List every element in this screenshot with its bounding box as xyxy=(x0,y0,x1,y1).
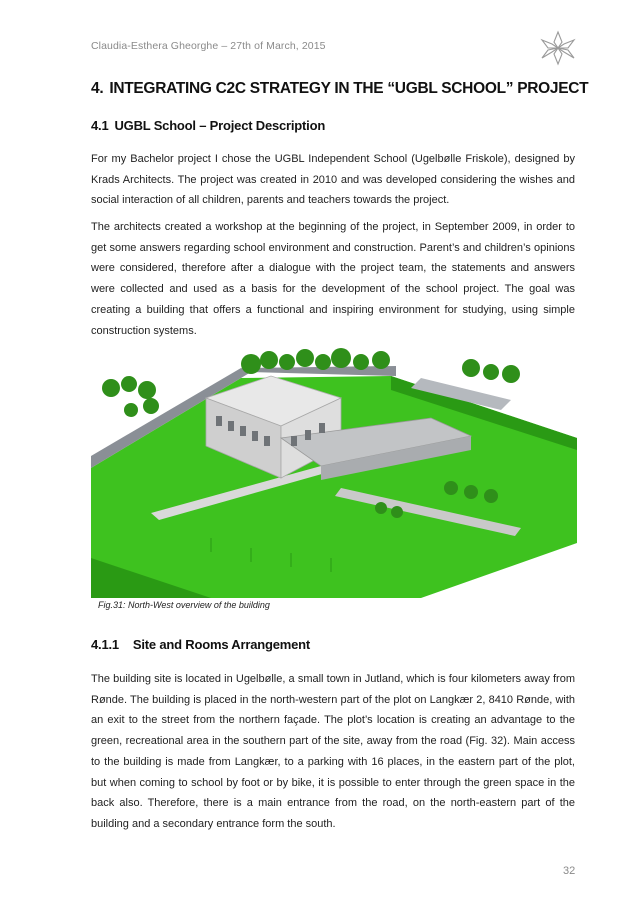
subsection-number: 4.1 xyxy=(91,118,109,133)
subsection-heading xyxy=(91,118,325,133)
paragraph-2: The architects created a workshop at the beginning of the project, in September 2009, in order to get some answers regarding school environment and construction. Parent’s and children’s opinions were considered, therefore after a dialogue with the project team, the statements and answers were collected and used as a basis for the development of the school project. The goal was creating a building that offers a functional and inspiring environment for studying, using simple construction systems. xyxy=(91,221,575,337)
paragraph-1: For my Bachelor project I chose the UGBL Independent School (Ugelbølle Friskole), designed by Krads Architects. The project was created in 2010 and was developed considering the wishes and social interaction of all children, parents and teachers towards the project. xyxy=(91,153,575,207)
subsection-title: UGBL School – Project Description xyxy=(114,118,326,133)
subsubsection-heading xyxy=(91,637,310,652)
building-rendering-figure xyxy=(91,338,577,598)
leaf-star-logo-icon xyxy=(536,28,580,68)
section-number: 4. xyxy=(91,80,104,97)
subsubsection-title: Site and Rooms Arrangement xyxy=(132,637,310,652)
figure-caption: Fig.31: North-West overview of the building xyxy=(98,600,270,610)
section-heading xyxy=(91,80,588,98)
paragraph-3: The building site is located in Ugelbølle, a small town in Jutland, which is four kilometers away from Rønde. The building is placed in the north-western part of the plot on Langkær 2, 8410 Rønde, with an exit to the street from the northern façade. The plot’s location is creating an advantage to the green, recreational area in the southern part of the site, away from the road (Fig. 32). Main access to the building is made from Langkær, to a parking with 16 places, in the eastern part of the plot, but when coming to school by foot or by bike, it is possible to enter through the green space in the back also. Therefore, there is a main entrance from the road, on the north-eastern part of the building and a secondary entrance form the south. xyxy=(91,673,575,830)
running-header: Claudia-Esthera Gheorghe – 27th of March, 2015 xyxy=(91,40,326,52)
page-number: 32 xyxy=(563,865,576,877)
section-title: INTEGRATING C2C STRATEGY IN THE “UGBL SCHOOL” PROJECT xyxy=(109,80,589,97)
building-rendering-image xyxy=(91,338,577,598)
subsubsection-number: 4.1.1 xyxy=(91,637,119,652)
